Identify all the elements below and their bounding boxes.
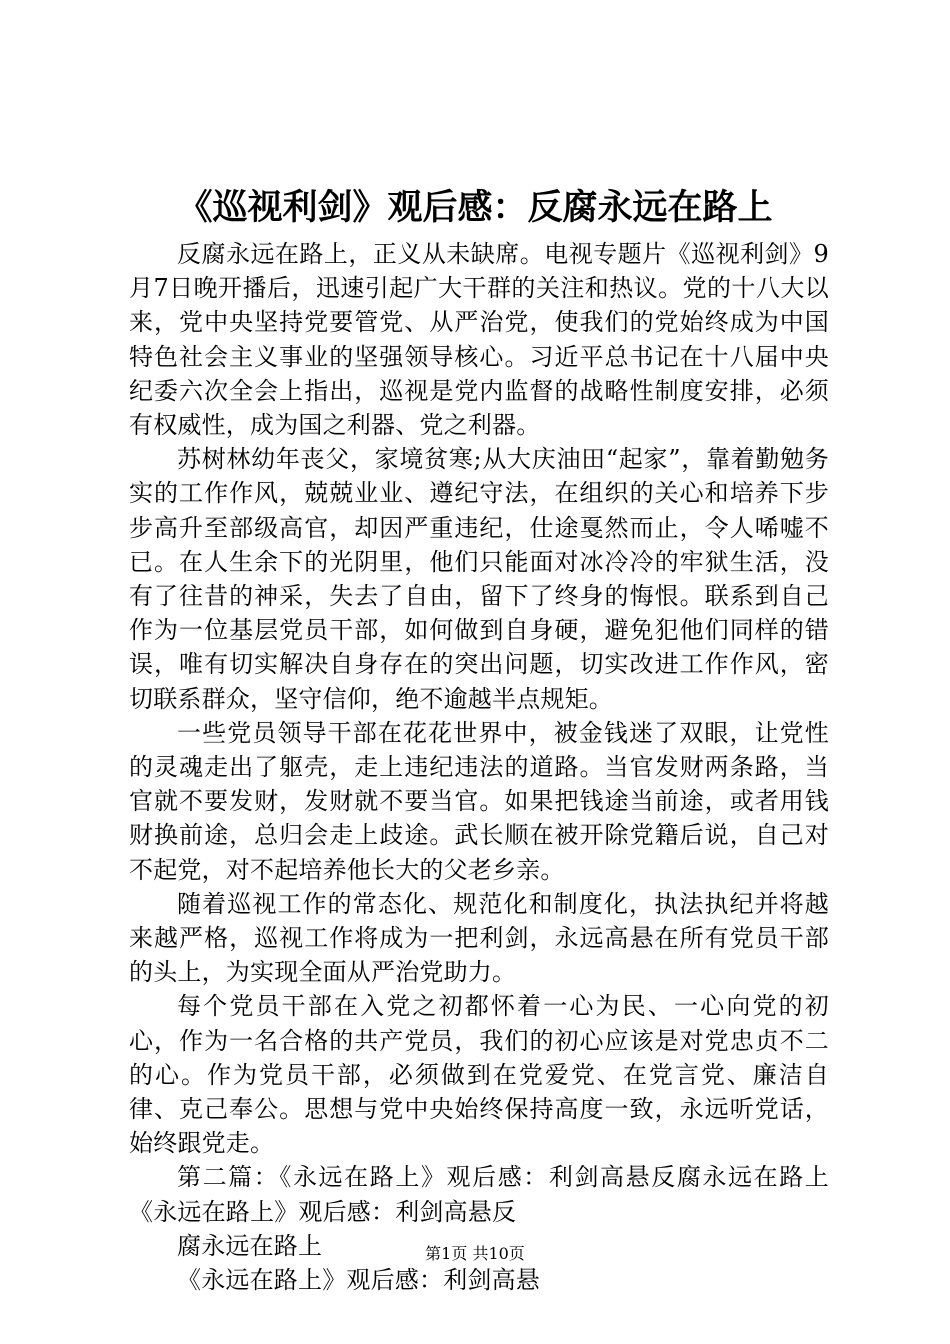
document-body [129, 237, 829, 1297]
paragraph-su-shulin: 苏树林幼年丧父，家境贫寒;从大庆油田“起家”，靠着勤勉务实的工作作风，兢兢业业、遵纪守法，在组织的关心和培养下步步高升至部级高官，却因严重违纪，仕途戛然而止，令人唏嘘不已。在人生余下的光阴里，他们只能面对冰冷冷的牢狱生活，没有了往昔的神采，失去了自由，留下了终身的悔恨。联系到自己作为一位基层党员干部，如何做到自身硬，避免犯他们同样的错误，唯有切实解决自身存在的突出问题，切实改进工作作风，密切联系群众，坚守信仰，绝不逾越半点规矩。 [129, 445, 829, 713]
paragraph-intro: 反腐永远在路上，正义从未缺席。电视专题片《巡视利剑》9月7日晚开播后，迅速引起广大干群的关注和热议。党的十八大以来，党中央坚持党要管党、从严治党，使我们的党始终成为中国特色社会主义事业的坚强领导核心。习近平总书记在十八届中央纪委六次全会上指出，巡视是党内监督的战略性制度安排，必须有权威性，成为国之利器、党之利器。 [129, 240, 829, 440]
paragraph-heading-continuation: 腐永远在路上 [177, 1231, 323, 1260]
paragraph-money: 一些党员领导干部在花花世界中，被金钱迷了双眼，让党性的灵魂走出了躯壳，走上违纪违法的道路。当官发财两条路，当官就不要发财，发财就不要当官。如果把钱途当前途，或者用钱财换前途，总归会走上歧途。武长顺在被开除党籍后说，自己对不起党，对不起培养他长大的父老乡亲。 [129, 718, 829, 884]
paragraph-inspection: 随着巡视工作的常态化、规范化和制度化，执法执纪并将越来越严格，巡视工作将成为一把利剑，永远高悬在所有党员干部的头上，为实现全面从严治党助力。 [129, 889, 829, 987]
document-title: 《巡视利剑》观后感：反腐永远在路上 [177, 187, 773, 228]
paragraph-subtitle: 《永远在路上》观后感：利剑高悬 [177, 1266, 540, 1295]
paragraph-second-article-heading: 第二篇：《永远在路上》观后感：利剑高悬反腐永远在路上《永远在路上》观后感：利剑高悬反 [129, 1163, 829, 1226]
page-number: 第1页 共10页 [425, 1244, 525, 1263]
paragraph-original-aspiration: 每个党员干部在入党之初都怀着一心为民、一心向党的初心，作为一名合格的共产党员，我们的初心应该是对党忠贞不二的心。作为党员干部，必须做到在党爱党、在党言党、廉洁自律、克己奉公。思想与党中央始终保持高度一致，永远听党话，始终跟党走。 [129, 992, 829, 1158]
